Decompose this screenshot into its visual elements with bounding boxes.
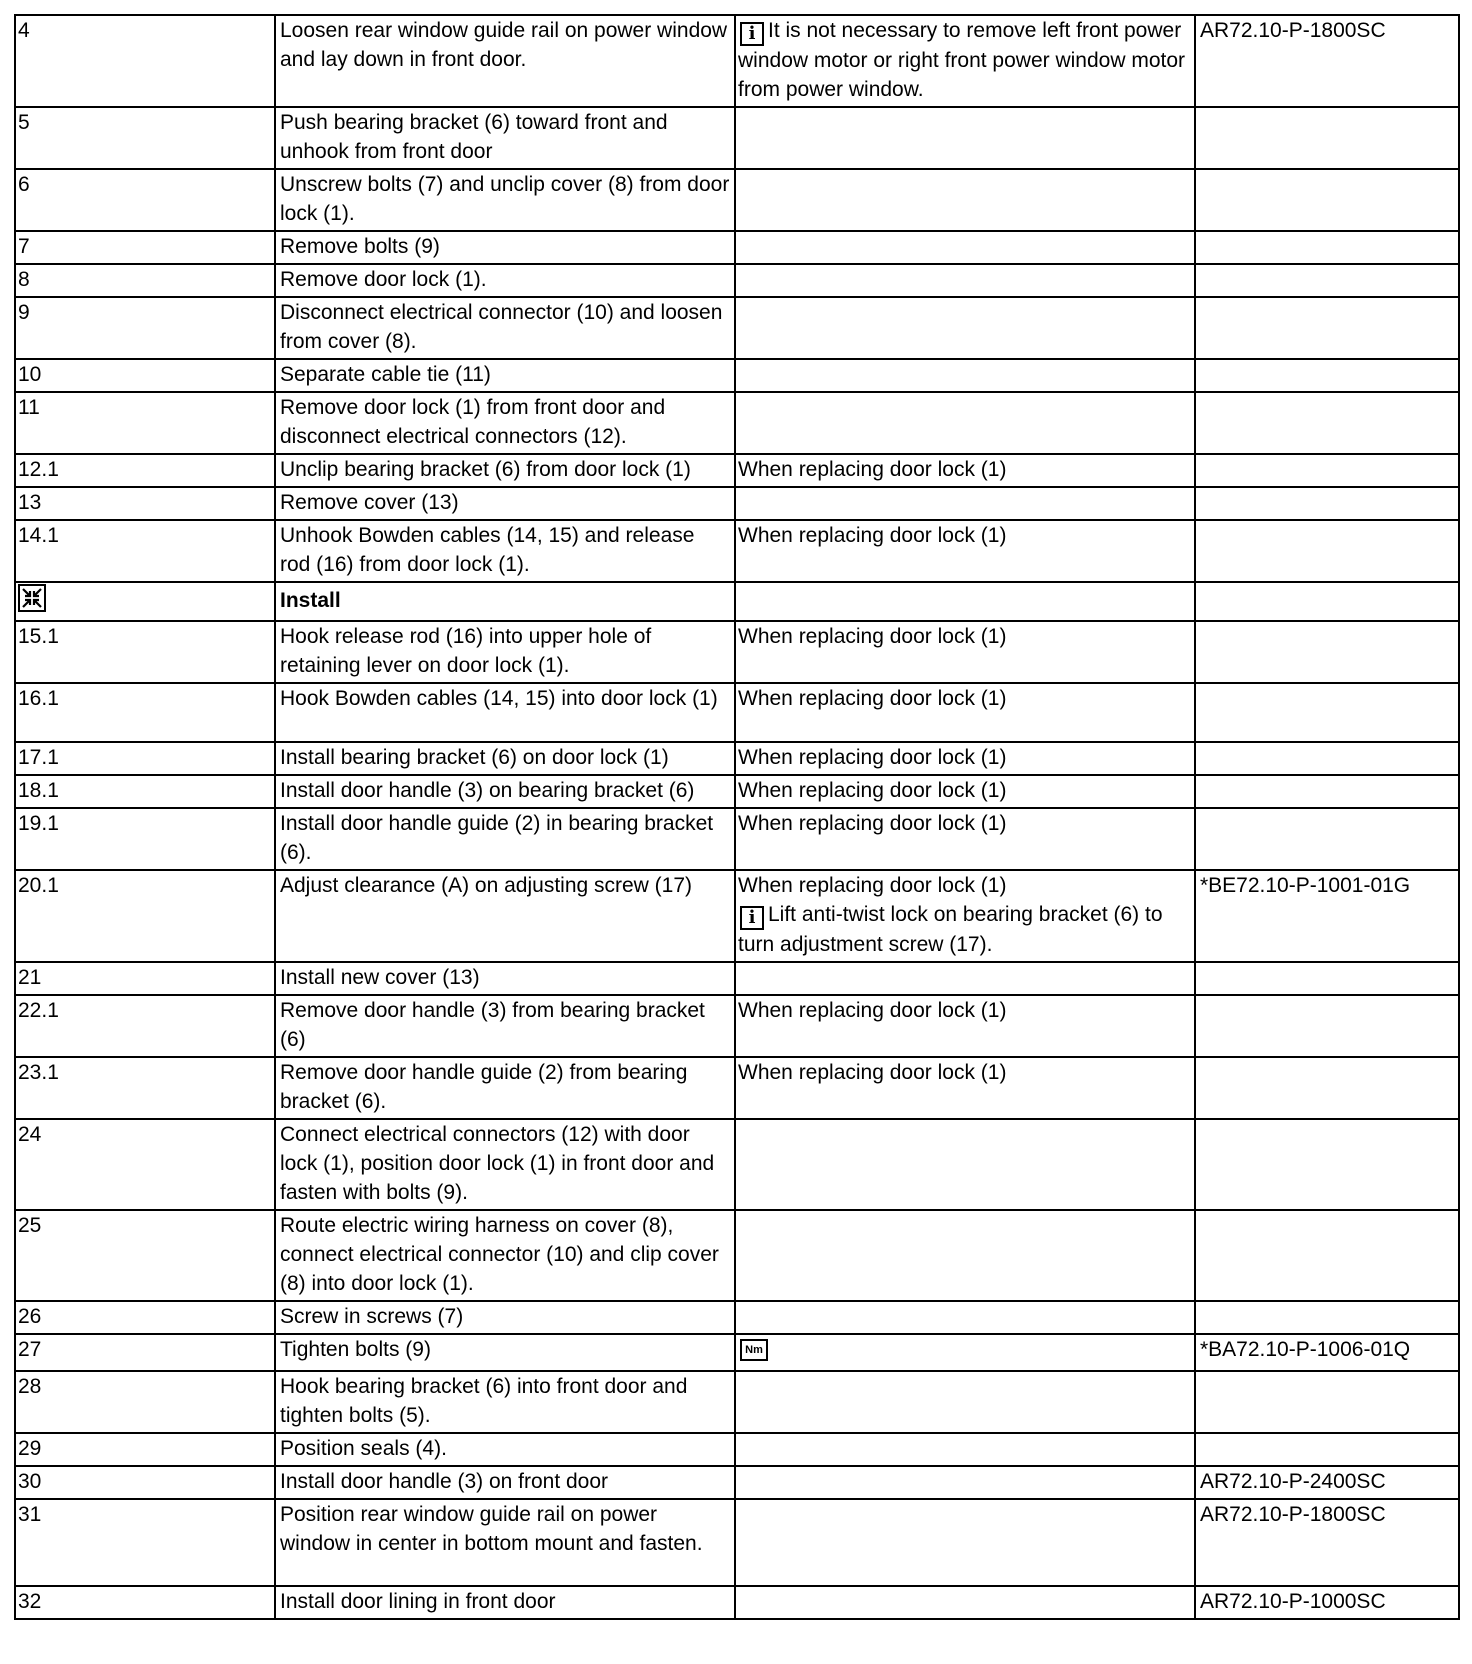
table-row [15, 1433, 1459, 1466]
table-row [15, 487, 1459, 520]
step-number: 21 [18, 966, 42, 989]
table-row [15, 454, 1459, 487]
step-number-cell [15, 742, 275, 775]
action-text: Install bearing bracket (6) on door lock (1) [280, 746, 669, 769]
reference-cell [1195, 520, 1459, 582]
step-number: 31 [18, 1503, 42, 1526]
info-icon: i [740, 906, 764, 930]
action-text: Remove bolts (9) [280, 235, 440, 258]
note-cell [735, 15, 1195, 107]
reference-cell [1195, 1301, 1459, 1334]
table-row [15, 520, 1459, 582]
note-cell [735, 264, 1195, 297]
table-row [15, 1057, 1459, 1119]
note-cell [735, 487, 1195, 520]
reference-link: AR72.10-P-1000SC [1200, 1590, 1386, 1613]
action-cell [275, 487, 735, 520]
note-cell [735, 1301, 1195, 1334]
reference-cell [1195, 15, 1459, 107]
action-cell [275, 582, 735, 621]
action-text: Remove door lock (1) from front door and disconnect electrical connectors (12). [280, 396, 666, 448]
action-cell [275, 1301, 735, 1334]
note-cell [735, 775, 1195, 808]
action-text: Route electric wiring harness on cover (8), connect electrical connector (10) and clip cover (8) into door lock (1). [280, 1214, 719, 1295]
note-cell [735, 231, 1195, 264]
section-heading: Install [280, 589, 341, 612]
table-row [15, 169, 1459, 231]
note-cell [735, 107, 1195, 169]
step-number-cell [15, 454, 275, 487]
table-row [15, 1466, 1459, 1499]
note-text: When replacing door lock (1) [738, 999, 1007, 1022]
action-cell [275, 359, 735, 392]
step-number-cell [15, 995, 275, 1057]
step-number-cell [15, 487, 275, 520]
action-cell [275, 808, 735, 870]
table-row [15, 1334, 1459, 1371]
table-row [15, 962, 1459, 995]
reference-link: *BE72.10-P-1001-01G [1200, 874, 1411, 897]
reference-link: AR72.10-P-1800SC [1200, 19, 1386, 42]
action-cell [275, 1210, 735, 1301]
reference-cell [1195, 392, 1459, 454]
reference-cell [1195, 742, 1459, 775]
action-text: Install door handle (3) on bearing bracket (6) [280, 779, 695, 802]
note-cell [735, 582, 1195, 621]
step-number-cell [15, 1119, 275, 1210]
table-row [15, 808, 1459, 870]
note-cell [735, 1433, 1195, 1466]
note-cell [735, 1499, 1195, 1586]
reference-cell [1195, 1057, 1459, 1119]
step-number: 6 [18, 173, 30, 196]
reference-link: AR72.10-P-1800SC [1200, 1503, 1386, 1526]
step-number: 16.1 [18, 687, 59, 710]
note-cell [735, 392, 1195, 454]
reference-cell [1195, 454, 1459, 487]
reference-link: *BA72.10-P-1006-01Q [1200, 1338, 1411, 1361]
step-number: 28 [18, 1375, 42, 1398]
step-number: 7 [18, 235, 30, 258]
step-number: 5 [18, 111, 30, 134]
action-text: Hook bearing bracket (6) into front door and tighten bolts (5). [280, 1375, 688, 1427]
note-cell [735, 1466, 1195, 1499]
step-number: 30 [18, 1470, 42, 1493]
note-text: When replacing door lock (1) [738, 625, 1007, 648]
step-number: 22.1 [18, 999, 59, 1022]
table-row [15, 1119, 1459, 1210]
note-cell [735, 1210, 1195, 1301]
reference-cell [1195, 1433, 1459, 1466]
torque-nm-icon: Nm [740, 1339, 768, 1361]
step-number: 27 [18, 1338, 42, 1361]
note-cell [735, 520, 1195, 582]
action-text: Install door handle (3) on front door [280, 1470, 609, 1493]
step-number-cell [15, 1586, 275, 1619]
reference-cell [1195, 297, 1459, 359]
note-cell [735, 297, 1195, 359]
note-cell [735, 621, 1195, 683]
action-cell [275, 995, 735, 1057]
step-number: 23.1 [18, 1061, 59, 1084]
note-cell [735, 1057, 1195, 1119]
reference-cell [1195, 107, 1459, 169]
action-cell [275, 775, 735, 808]
note-cell [735, 1586, 1195, 1619]
note-cell [735, 683, 1195, 742]
step-number-cell [15, 582, 275, 621]
action-cell [275, 1334, 735, 1371]
action-text: Remove door lock (1). [280, 268, 487, 291]
table-row [15, 995, 1459, 1057]
table-row [15, 870, 1459, 962]
table-row [15, 297, 1459, 359]
step-number-cell [15, 1057, 275, 1119]
action-text: Tighten bolts (9) [280, 1338, 431, 1361]
note-text: When replacing door lock (1) [738, 874, 1007, 897]
step-number-cell [15, 962, 275, 995]
reference-cell [1195, 1119, 1459, 1210]
step-number-cell [15, 15, 275, 107]
action-text: Separate cable tie (11) [280, 363, 491, 386]
procedure-table [14, 14, 1460, 1620]
action-cell [275, 962, 735, 995]
step-number: 10 [18, 363, 42, 386]
step-number-cell [15, 231, 275, 264]
reference-cell [1195, 1334, 1459, 1371]
action-text: Remove door handle guide (2) from bearing bracket (6). [280, 1061, 688, 1113]
step-number: 29 [18, 1437, 42, 1460]
action-text: Connect electrical connectors (12) with door lock (1), position door lock (1) in front door and fasten with bolts (9). [280, 1123, 715, 1204]
table-row [15, 621, 1459, 683]
step-number: 15.1 [18, 625, 59, 648]
step-number: 18.1 [18, 779, 59, 802]
action-text: Loosen rear window guide rail on power window and lay down in front door. [280, 19, 728, 71]
table-row [15, 1586, 1459, 1619]
action-cell [275, 1119, 735, 1210]
action-text: Install new cover (13) [280, 966, 480, 989]
step-number-cell [15, 1301, 275, 1334]
note-cell [735, 995, 1195, 1057]
step-number-cell [15, 297, 275, 359]
step-number-cell [15, 1210, 275, 1301]
action-cell [275, 1057, 735, 1119]
note-cell [735, 870, 1195, 962]
action-text: Unscrew bolts (7) and unclip cover (8) from door lock (1). [280, 173, 730, 225]
action-cell [275, 107, 735, 169]
step-number-cell [15, 1433, 275, 1466]
reference-cell [1195, 1371, 1459, 1433]
action-text: Hook Bowden cables (14, 15) into door lock (1) [280, 687, 718, 710]
action-text: Hook release rod (16) into upper hole of retaining lever on door lock (1). [280, 625, 652, 677]
step-number-cell [15, 169, 275, 231]
reference-cell [1195, 962, 1459, 995]
action-cell [275, 297, 735, 359]
reference-cell [1195, 1499, 1459, 1586]
action-text: Remove cover (13) [280, 491, 459, 514]
step-number: 26 [18, 1305, 42, 1328]
note-cell [735, 1119, 1195, 1210]
step-number-cell [15, 359, 275, 392]
table-row [15, 775, 1459, 808]
step-number-cell [15, 520, 275, 582]
step-number: 11 [18, 396, 40, 419]
step-number: 25 [18, 1214, 42, 1237]
action-cell [275, 621, 735, 683]
step-number-cell [15, 683, 275, 742]
action-cell [275, 1466, 735, 1499]
reference-cell [1195, 264, 1459, 297]
install-icon [18, 584, 46, 612]
step-number-cell [15, 808, 275, 870]
reference-cell [1195, 359, 1459, 392]
note-cell [735, 169, 1195, 231]
note-info-text: Lift anti-twist lock on bearing bracket (6) to turn adjustment screw (17). [738, 903, 1163, 956]
step-number: 13 [18, 491, 42, 514]
step-number-cell [15, 392, 275, 454]
action-cell [275, 392, 735, 454]
action-cell [275, 683, 735, 742]
reference-cell [1195, 870, 1459, 962]
action-cell [275, 15, 735, 107]
note-cell [735, 454, 1195, 487]
action-cell [275, 1433, 735, 1466]
reference-link: AR72.10-P-2400SC [1200, 1470, 1386, 1493]
reference-cell [1195, 683, 1459, 742]
note-text: When replacing door lock (1) [738, 779, 1007, 802]
action-cell [275, 1586, 735, 1619]
table-row [15, 264, 1459, 297]
note-text: When replacing door lock (1) [738, 1061, 1007, 1084]
reference-cell [1195, 1210, 1459, 1301]
step-number: 14.1 [18, 524, 59, 547]
step-number: 32 [18, 1590, 42, 1613]
reference-cell [1195, 995, 1459, 1057]
step-number: 9 [18, 301, 30, 324]
note-text: When replacing door lock (1) [738, 458, 1007, 481]
reference-cell [1195, 621, 1459, 683]
action-cell [275, 520, 735, 582]
table-row [15, 683, 1459, 742]
step-number-cell [15, 870, 275, 962]
step-number-cell [15, 1371, 275, 1433]
step-number: 20.1 [18, 874, 59, 897]
reference-cell [1195, 582, 1459, 621]
action-cell [275, 870, 735, 962]
step-number-cell [15, 621, 275, 683]
action-text: Unclip bearing bracket (6) from door lock (1) [280, 458, 691, 481]
table-row [15, 1499, 1459, 1586]
action-cell [275, 1371, 735, 1433]
action-text: Install door handle guide (2) in bearing bracket (6). [280, 812, 714, 864]
action-cell [275, 454, 735, 487]
note-text: It is not necessary to remove left front power window motor or right front power window motor from power window. [738, 19, 1186, 101]
note-text: When replacing door lock (1) [738, 746, 1007, 769]
table-row [15, 231, 1459, 264]
reference-cell [1195, 231, 1459, 264]
step-number: 12.1 [18, 458, 59, 481]
action-text: Push bearing bracket (6) toward front and unhook from front door [280, 111, 668, 163]
step-number: 4 [18, 19, 30, 42]
step-number: 17.1 [18, 746, 59, 769]
note-info-line [738, 900, 1190, 959]
note-cell [735, 962, 1195, 995]
action-text: Adjust clearance (A) on adjusting screw (17) [280, 874, 693, 897]
step-number-cell [15, 775, 275, 808]
table-row [15, 742, 1459, 775]
table-row [15, 359, 1459, 392]
table-row [15, 1210, 1459, 1301]
action-cell [275, 1499, 735, 1586]
reference-cell [1195, 775, 1459, 808]
step-number-cell [15, 1466, 275, 1499]
step-number-cell [15, 1334, 275, 1371]
reference-cell [1195, 808, 1459, 870]
note-cell [735, 1334, 1195, 1371]
note-text: When replacing door lock (1) [738, 524, 1007, 547]
table-row [15, 1371, 1459, 1433]
step-number-cell [15, 264, 275, 297]
procedure-table-body [15, 15, 1459, 1619]
table-row [15, 15, 1459, 107]
action-text: Position rear window guide rail on power window in center in bottom mount and fasten. [280, 1503, 703, 1555]
step-number: 24 [18, 1123, 42, 1146]
action-text: Disconnect electrical connector (10) and loosen from cover (8). [280, 301, 723, 353]
action-text: Remove door handle (3) from bearing bracket (6) [280, 999, 705, 1051]
table-row [15, 107, 1459, 169]
step-number-cell [15, 1499, 275, 1586]
table-row [15, 1301, 1459, 1334]
table-row [15, 582, 1459, 621]
action-text: Unhook Bowden cables (14, 15) and release rod (16) from door lock (1). [280, 524, 695, 576]
action-text: Position seals (4). [280, 1437, 447, 1460]
note-cell [735, 742, 1195, 775]
reference-cell [1195, 1586, 1459, 1619]
note-text: When replacing door lock (1) [738, 812, 1007, 835]
step-number: 19.1 [18, 812, 59, 835]
note-cell [735, 808, 1195, 870]
action-text: Screw in screws (7) [280, 1305, 464, 1328]
step-number-cell [15, 107, 275, 169]
action-cell [275, 742, 735, 775]
action-cell [275, 169, 735, 231]
reference-cell [1195, 487, 1459, 520]
note-text: When replacing door lock (1) [738, 687, 1007, 710]
reference-cell [1195, 1466, 1459, 1499]
reference-cell [1195, 169, 1459, 231]
table-row [15, 392, 1459, 454]
info-icon: i [740, 22, 764, 46]
step-number: 8 [18, 268, 30, 291]
action-cell [275, 231, 735, 264]
note-cell [735, 359, 1195, 392]
action-text: Install door lining in front door [280, 1590, 556, 1613]
note-cell [735, 1371, 1195, 1433]
action-cell [275, 264, 735, 297]
